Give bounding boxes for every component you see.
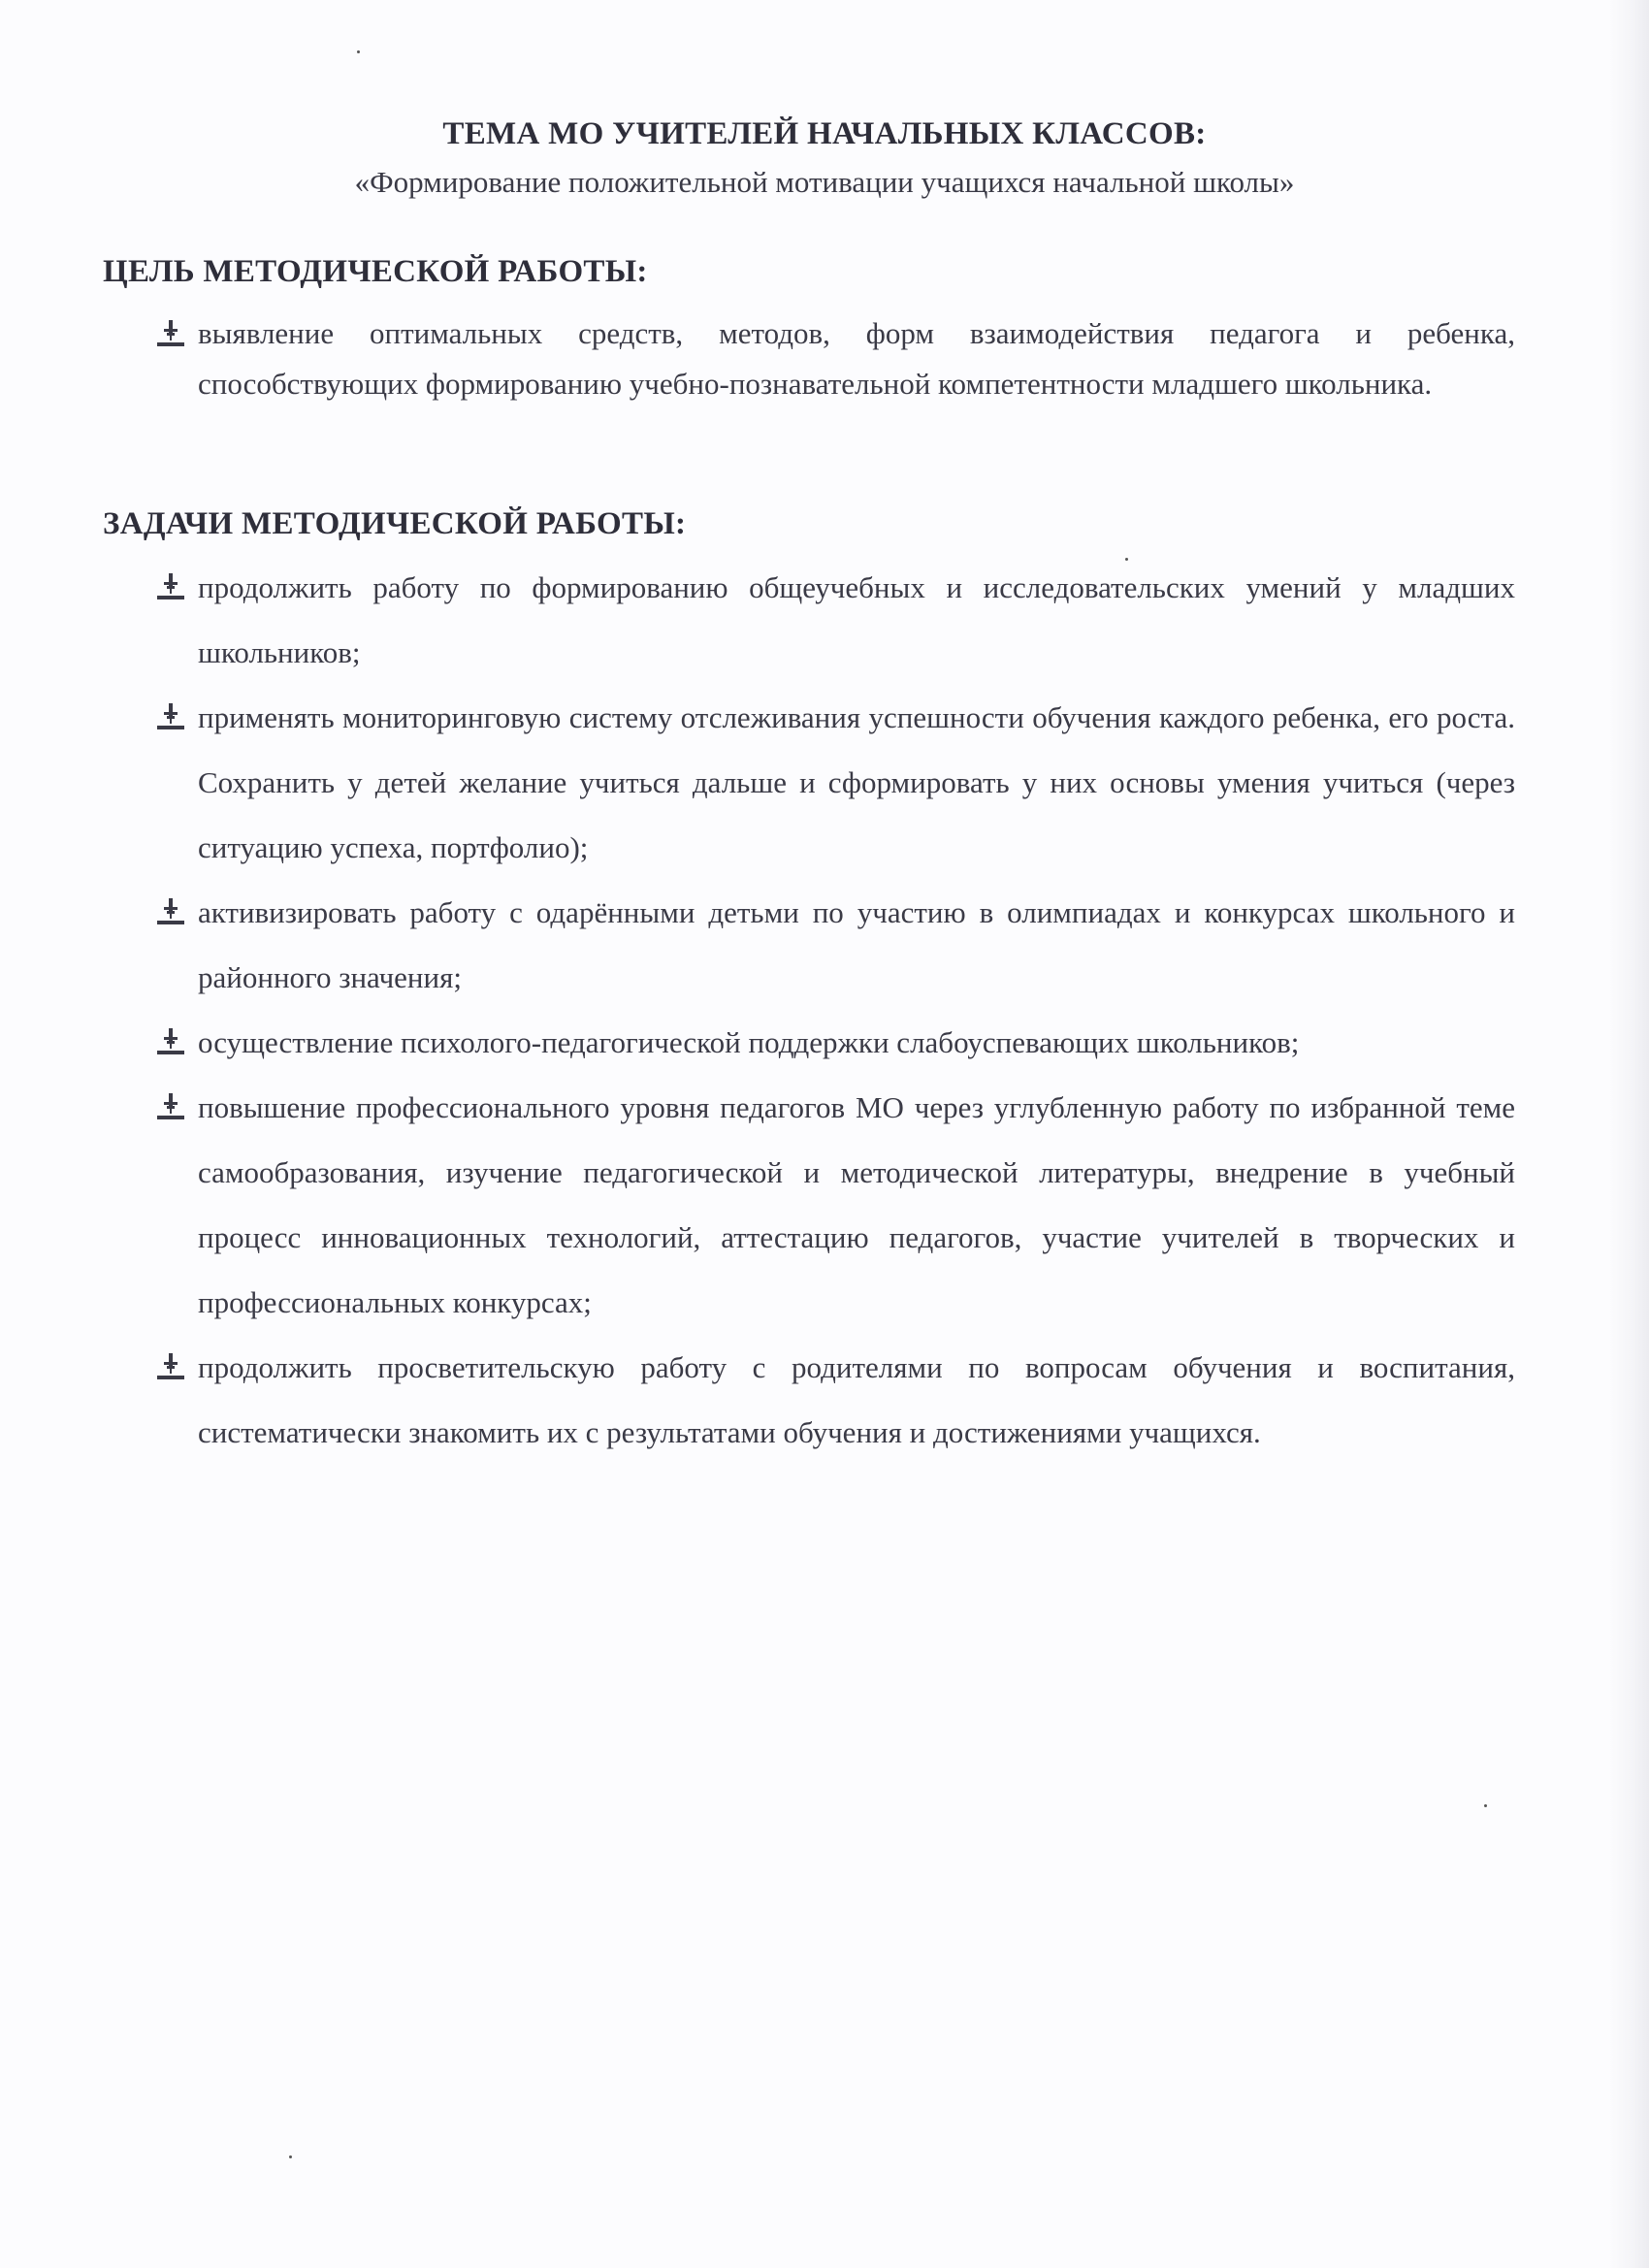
arrow-down-to-bar-icon: [155, 1352, 186, 1381]
list-item-text: продолжить просветительскую работу с родителями по вопросам обучения и воспитания, систематически знакомить их с результатами обучения и достижениями учащихся.: [198, 1350, 1515, 1449]
list-item: [155, 1335, 1515, 1465]
scan-edge-shadow: [1608, 0, 1649, 2268]
scan-speck: [357, 50, 360, 53]
list-item: [155, 555, 1515, 685]
arrow-down-to-bar-icon: [155, 319, 186, 348]
goal-heading: ЦЕЛЬ МЕТОДИЧЕСКОЙ РАБОТЫ:: [103, 254, 648, 289]
arrow-down-to-bar-icon: [155, 572, 186, 601]
list-item: [155, 880, 1515, 1010]
list-item-text: активизировать работу с одарёнными детьми по участию в олимпиадах и конкурсах школьного и районного значения;: [198, 895, 1515, 994]
list-item-text: продолжить работу по формированию общеучебных и исследовательских умений у младших школьников;: [198, 570, 1515, 669]
tasks-list: [155, 555, 1515, 1465]
arrow-down-to-bar-icon: [155, 702, 186, 731]
scan-speck: [289, 2155, 292, 2158]
list-item-text: повышение профессионального уровня педагогов МО через углубленную работу по избранной теме самообразования, изучение педагогической и методической литературы, внедрение в учебный процесс инновационных технологий, аттестацию педагогов, участие учителей в творческих и профессиональных конкурсах;: [198, 1090, 1515, 1319]
list-item: [155, 685, 1515, 880]
list-item-text: применять мониторинговую систему отслеживания успешности обучения каждого ребенка, его роста. Сохранить у детей желание учиться дальше и сформировать у них основы умения учиться (через ситуацию успеха, портфолио);: [198, 700, 1515, 864]
scan-speck: [1125, 558, 1128, 561]
document-subtitle: «Формирование положительной мотивации учащихся начальной школы»: [354, 165, 1295, 199]
goal-list: [155, 308, 1515, 409]
arrow-down-to-bar-icon: [155, 1027, 186, 1056]
tasks-heading: ЗАДАЧИ МЕТОДИЧЕСКОЙ РАБОТЫ:: [103, 506, 687, 541]
arrow-down-to-bar-icon: [155, 897, 186, 926]
list-item-text: осуществление психолого-педагогической поддержки слабоуспевающих школьников;: [198, 1025, 1300, 1059]
list-item: [155, 308, 1515, 409]
arrow-down-to-bar-icon: [155, 1092, 186, 1121]
document-title: ТЕМА МО УЧИТЕЛЕЙ НАЧАЛЬНЫХ КЛАССОВ:: [442, 116, 1207, 151]
list-item: [155, 1075, 1515, 1335]
list-item-text: выявление оптимальных средств, методов, форм взаимодействия педагога и ребенка, способствующих формированию учебно-познавательной компетентности младшего школьника.: [198, 316, 1515, 401]
list-item: [155, 1010, 1515, 1075]
scan-speck: [1484, 1804, 1487, 1807]
